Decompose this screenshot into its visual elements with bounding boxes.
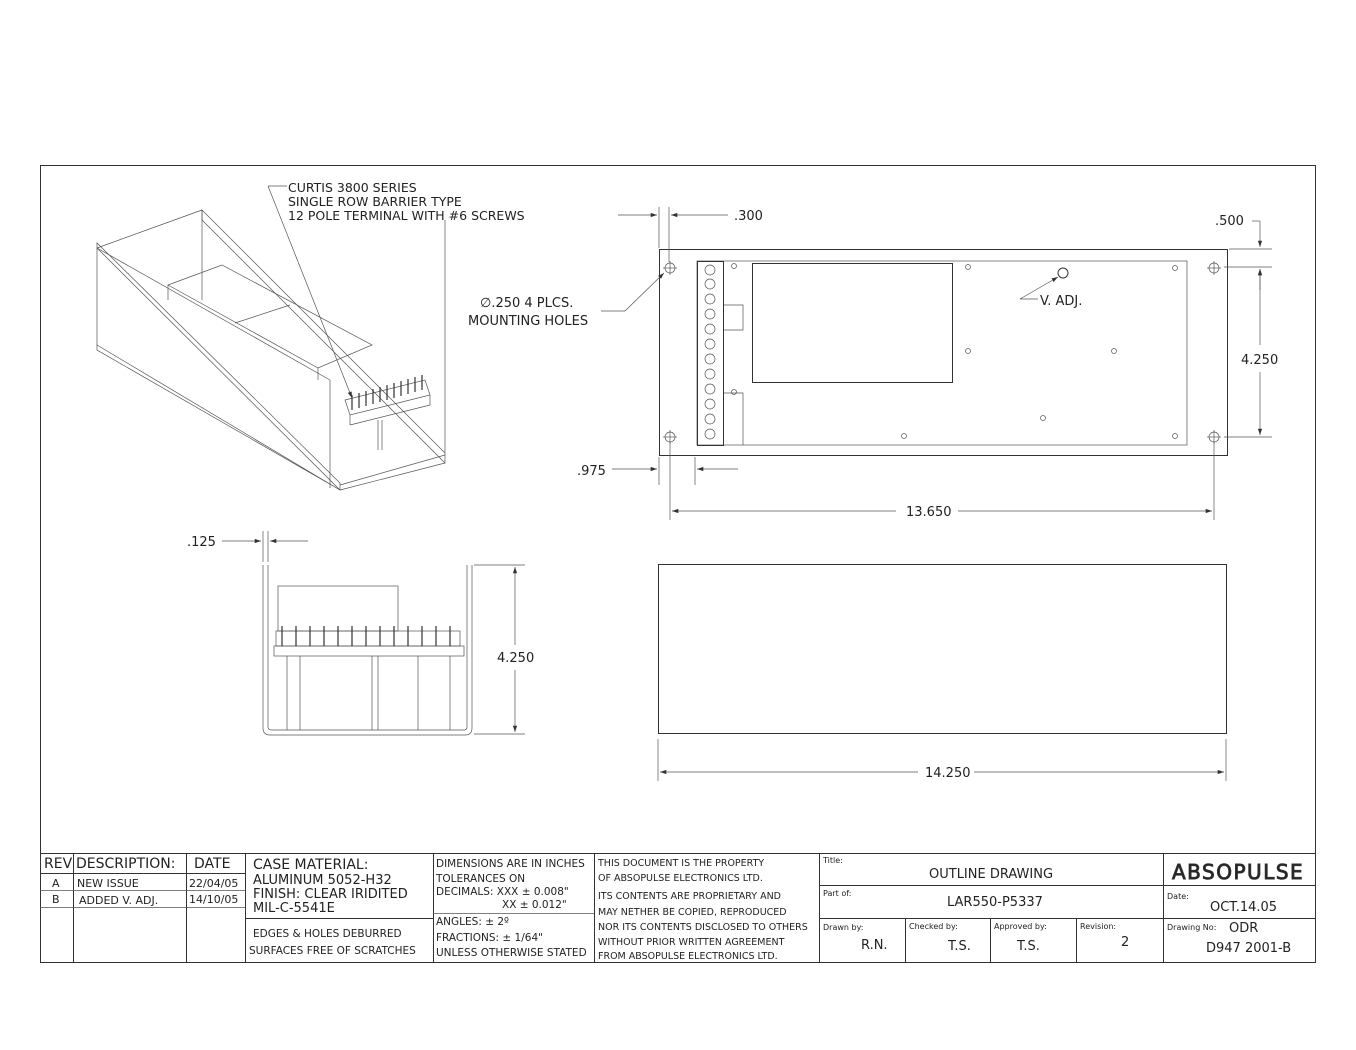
- proprietary-line7: FROM ABSOPULSE ELECTRONICS LTD.: [598, 951, 778, 962]
- approved-by-value: T.S.: [1017, 939, 1040, 954]
- dim-side-height-value: 4.250: [497, 651, 535, 666]
- dim-top-right: [1215, 214, 1272, 290]
- vadj-label: V. ADJ.: [1040, 294, 1083, 309]
- terminal-callout: [268, 180, 525, 398]
- tolerance-line1: DIMENSIONS ARE IN INCHES: [436, 858, 585, 870]
- top-view-terminals: [705, 265, 715, 439]
- tolerance-line6: FRACTIONS: ± 1/64": [436, 932, 543, 944]
- date-value: OCT.14.05: [1210, 900, 1278, 915]
- drawing-title: OUTLINE DRAWING: [929, 867, 1054, 882]
- holes-callout: [468, 273, 664, 329]
- top-view: [660, 250, 1228, 456]
- absopulse-logo: ABSOPULSE: [1172, 860, 1305, 884]
- dim-side-wall: [187, 531, 308, 562]
- date-header: DATE: [194, 856, 231, 872]
- mounting-holes: [663, 261, 1221, 444]
- rev-a-letter: A: [52, 877, 60, 890]
- checked-by-value: T.S.: [948, 939, 971, 954]
- aluminum-spec: ALUMINUM 5052-H32: [253, 873, 392, 888]
- terminal-callout-line3: 12 POLE TERMINAL WITH #6 SCREWS: [288, 208, 525, 223]
- holes-callout-line2: MOUNTING HOLES: [468, 314, 589, 329]
- proprietary-line4: MAY NETHER BE COPIED, REPRODUCED: [598, 907, 787, 918]
- drawn-by-label: Drawn by:: [823, 923, 864, 932]
- rev-b-letter: B: [52, 893, 60, 906]
- pcb-holes: [732, 264, 1178, 439]
- date-label: Date:: [1167, 892, 1189, 901]
- dim-top-margin-value: .300: [734, 209, 763, 224]
- finish-spec: FINISH: CLEAR IRIDITED: [253, 887, 408, 902]
- drawing-number-line2: D947 2001-B: [1206, 941, 1292, 956]
- checked-by-label: Checked by:: [909, 922, 958, 931]
- tolerance-line4: XX ± 0.012": [502, 899, 567, 911]
- case-material-label: CASE MATERIAL:: [253, 857, 369, 873]
- mil-spec: MIL-C-5541E: [253, 901, 335, 916]
- title-label: Title:: [823, 856, 843, 865]
- dim-top-margin: [618, 207, 763, 262]
- v-adj-potentiometer: [1058, 268, 1068, 278]
- rev-a-description: NEW ISSUE: [77, 877, 139, 890]
- side-view: [263, 565, 472, 735]
- dim-top-right-value: .500: [1215, 214, 1244, 229]
- dim-top-height-value: 4.250: [1241, 353, 1279, 368]
- rev-b-date: 14/10/05: [189, 893, 239, 906]
- approved-by-label: Approved by:: [994, 922, 1047, 931]
- dim-top-width-value: 13.650: [906, 505, 952, 520]
- drawn-by-value: R.N.: [861, 938, 888, 953]
- rev-header: REV: [44, 856, 73, 872]
- part-of-label: Part of:: [823, 889, 852, 898]
- dim-side-height: [474, 565, 534, 734]
- proprietary-line1: THIS DOCUMENT IS THE PROPERTY: [598, 858, 765, 869]
- terminal-callout-line1: CURTIS 3800 SERIES: [288, 180, 417, 195]
- dim-side-wall-value: .125: [187, 535, 216, 550]
- dim-top-width: [670, 442, 1214, 520]
- proprietary-line3: ITS CONTENTS ARE PROPRIETARY AND: [598, 891, 782, 902]
- rev-b-description: ADDED V. ADJ.: [79, 894, 159, 907]
- vadj-callout: [1020, 277, 1082, 309]
- rev-a-date: 22/04/05: [189, 877, 239, 890]
- terminal-callout-line2: SINGLE ROW BARRIER TYPE: [288, 194, 462, 209]
- proprietary-line5: NOR ITS CONTENTS DISCLOSED TO OTHERS: [598, 922, 808, 933]
- revision-label: Revision:: [1080, 922, 1117, 931]
- revision-value: 2: [1121, 935, 1130, 950]
- tolerance-line3: DECIMALS: XXX ± 0.008": [436, 886, 569, 898]
- tolerance-line2: TOLERANCES ON: [436, 873, 526, 885]
- dim-front-width: [658, 739, 1226, 781]
- isometric-view: [97, 210, 445, 490]
- tolerance-line7: UNLESS OTHERWISE STATED: [436, 947, 587, 959]
- description-header: DESCRIPTION:: [76, 856, 176, 872]
- front-view: [659, 565, 1227, 734]
- dim-bottom-left: [577, 457, 738, 485]
- drawing-number-line1: ODR: [1229, 921, 1259, 936]
- proprietary-line6: WITHOUT PRIOR WRITTEN AGREEMENT: [598, 937, 785, 948]
- dim-bottom-left-value: .975: [577, 464, 606, 479]
- holes-callout-line1: ∅.250 4 PLCS.: [480, 296, 574, 311]
- dim-top-height: [1224, 269, 1278, 437]
- edges-note: EDGES & HOLES DEBURRED: [253, 928, 402, 940]
- part-number: LAR550-P5337: [947, 895, 1043, 910]
- proprietary-line2: OF ABSOPULSE ELECTRONICS LTD.: [598, 873, 763, 884]
- side-view-terminal-posts: [282, 626, 450, 646]
- drawing-number-label: Drawing No:: [1167, 923, 1217, 932]
- tolerance-line5: ANGLES: ± 2º: [436, 916, 509, 928]
- dim-front-width-value: 14.250: [925, 766, 971, 781]
- surfaces-note: SURFACES FREE OF SCRATCHES: [249, 945, 416, 957]
